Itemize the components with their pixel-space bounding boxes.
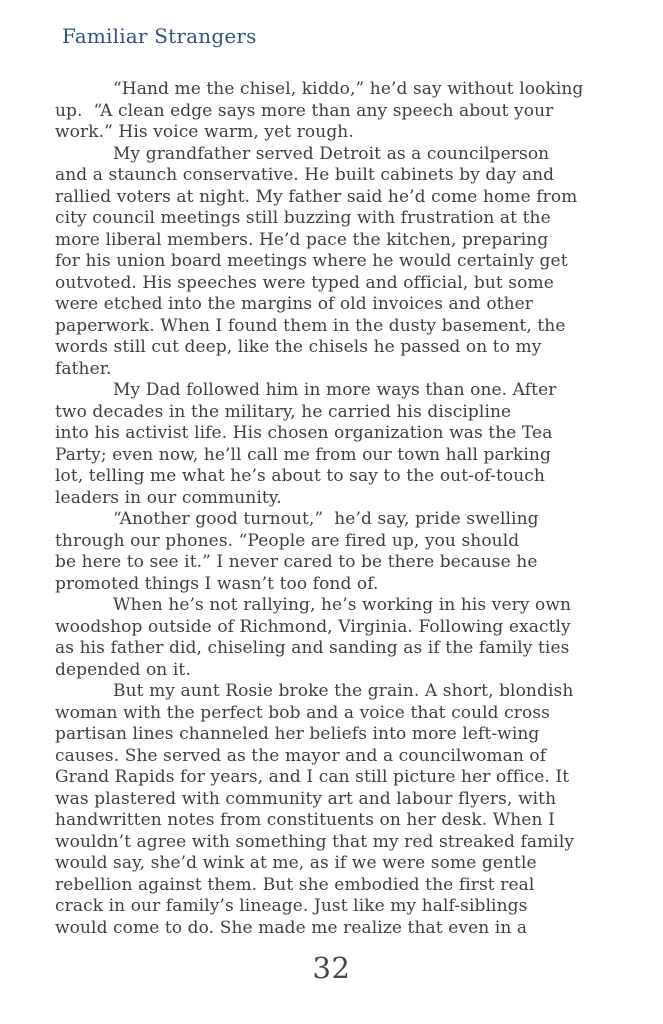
text-line: as his father did, chiseling and sanding as if the family ties xyxy=(55,638,570,658)
text-line: leaders in our community. xyxy=(55,487,282,508)
text-line: promoted things I wasn’t too fond of. xyxy=(55,573,379,594)
text-line: work.” His voice warm, yet rough. xyxy=(55,122,354,142)
text-line: through our phones. “People are fired up, you should xyxy=(55,530,520,551)
text-line: “Hand me the chisel, kiddo,” he’d say without looking xyxy=(113,79,584,99)
text-line: crack in our family’s lineage. Just like my half-siblings xyxy=(55,896,528,916)
text-line: partisan lines channeled her beliefs into more left-wing xyxy=(55,724,540,744)
text-line: woodshop outside of Richmond, Virginia. Following exactly xyxy=(55,616,571,637)
text-line: depended on it. xyxy=(55,659,191,680)
text-line: When he’s not rallying, he’s working in his very own xyxy=(113,595,572,615)
body-text xyxy=(55,79,633,939)
text-line: outvoted. His speeches were typed and official, but some xyxy=(55,272,554,293)
page-number: 32 xyxy=(312,951,351,985)
paragraph xyxy=(55,144,633,381)
text-line: up. “A clean edge says more than any speech about your xyxy=(55,100,554,121)
text-line: words still cut deep, like the chisels he passed on to my xyxy=(55,337,542,357)
text-line: handwritten notes from constituents on her desk. When I xyxy=(55,810,555,830)
text-line: But my aunt Rosie broke the grain. A short, blondish xyxy=(113,681,574,701)
paragraph xyxy=(55,509,633,595)
text-line: was plastered with community art and labour flyers, with xyxy=(55,788,557,809)
text-line: two decades in the military, he carried his discipline xyxy=(55,401,512,422)
text-line: woman with the perfect bob and a voice that could cross xyxy=(55,702,550,723)
paragraph xyxy=(55,595,633,681)
text-line: for his union board meetings where he would certainly get xyxy=(55,251,568,271)
text-line: would come to do. She made me realize that even in a xyxy=(55,917,528,938)
text-line: be here to see it.” I never cared to be there because he xyxy=(55,552,538,572)
text-line: rebellion against them. But she embodied the first real xyxy=(55,874,535,895)
text-line: rallied voters at night. My father said he’d come home from xyxy=(55,186,578,207)
text-line: paperwork. When I found them in the dusty basement, the xyxy=(55,315,566,336)
text-line: lot, telling me what he’s about to say to the out-of-touch xyxy=(55,466,545,486)
text-line: and a staunch conservative. He built cabinets by day and xyxy=(55,165,555,185)
text-line: My Dad followed him in more ways than one. After xyxy=(113,380,557,400)
text-line: Party; even now, he’ll call me from our town hall parking xyxy=(55,444,551,465)
chapter-title: Familiar Strangers xyxy=(62,24,257,48)
text-line: more liberal members. He’d pace the kitchen, preparing xyxy=(55,229,549,250)
text-line: father. xyxy=(55,358,112,379)
paragraph xyxy=(55,79,633,144)
text-line: city council meetings still buzzing with frustration at the xyxy=(55,208,551,228)
text-line: wouldn’t agree with something that my red streaked family xyxy=(55,831,575,852)
text-line: causes. She served as the mayor and a councilwoman of xyxy=(55,745,547,766)
text-line: would say, she’d wink at me, as if we were some gentle xyxy=(55,853,537,873)
paragraph xyxy=(55,681,633,939)
text-line: Grand Rapids for years, and I can still picture her office. It xyxy=(55,767,570,787)
paragraph xyxy=(55,380,633,509)
text-line: “Another good turnout,” he’d say, pride swelling xyxy=(113,509,539,529)
text-line: were etched into the margins of old invoices and other xyxy=(55,294,534,314)
text-line: My grandfather served Detroit as a councilperson xyxy=(113,143,550,164)
text-line: into his activist life. His chosen organization was the Tea xyxy=(55,423,553,443)
